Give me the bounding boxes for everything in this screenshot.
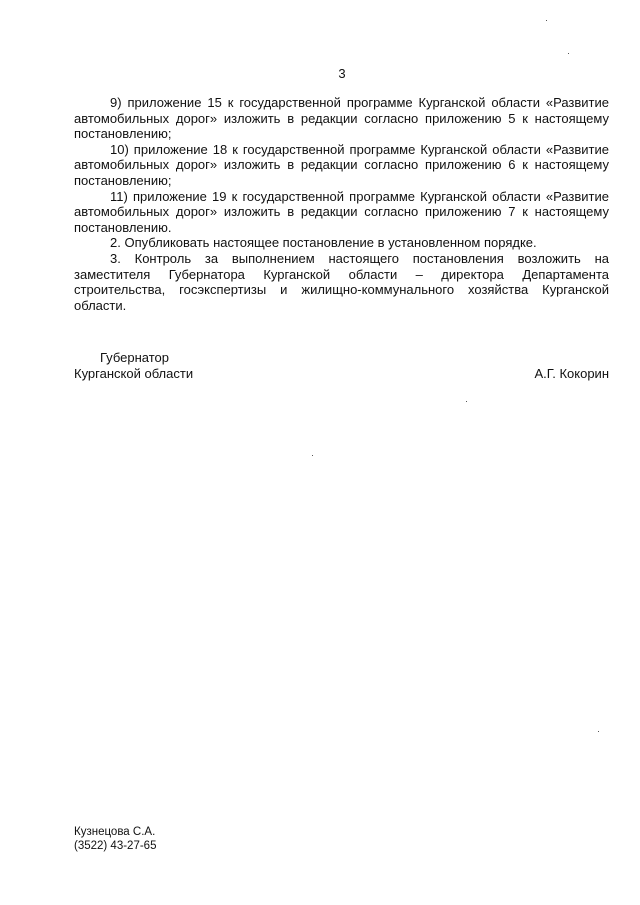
signature-block bbox=[74, 350, 609, 390]
document-body bbox=[74, 95, 609, 313]
executor-block bbox=[74, 826, 156, 853]
signatory-region: Курганской области bbox=[74, 366, 194, 381]
paragraph-item-9: 9) приложение 15 к государственной программе Курганской области «Развитие автомобильных дорог» изложить в редакции согласно приложению 5 к настоящему постановлению; bbox=[74, 95, 609, 142]
signatory-name: А.Г. Кокорин bbox=[534, 366, 609, 381]
scan-speck bbox=[466, 401, 467, 402]
scan-speck bbox=[598, 731, 599, 732]
paragraph-item-11: 11) приложение 19 к государственной программе Курганской области «Развитие автомобильных дорог» изложить в редакции согласно приложению 7 к настоящему постановлению. bbox=[74, 188, 609, 235]
scan-speck bbox=[546, 20, 547, 21]
scan-speck bbox=[312, 455, 313, 456]
paragraph-publish: 2. Опубликовать настоящее постановление в установленном порядке. bbox=[110, 235, 537, 251]
executor-phone: (3522) 43-27-65 bbox=[74, 839, 157, 852]
paragraph-item-10: 10) приложение 18 к государственной программе Курганской области «Развитие автомобильных дорог» изложить в редакции согласно приложению 6 к настоящему постановлению; bbox=[74, 141, 609, 188]
executor-name: Кузнецова С.А. bbox=[74, 826, 156, 838]
signatory-title: Губернатор bbox=[100, 350, 169, 365]
scan-speck bbox=[568, 53, 569, 54]
page-number: 3 bbox=[338, 66, 346, 81]
paragraph-control: 3. Контроль за выполнением настоящего постановления возложить на заместителя Губернатора Курганской области – директора Департамента строительства, госэкспертизы и жилищно-коммунального хозяйства Курганской области. bbox=[74, 250, 609, 313]
